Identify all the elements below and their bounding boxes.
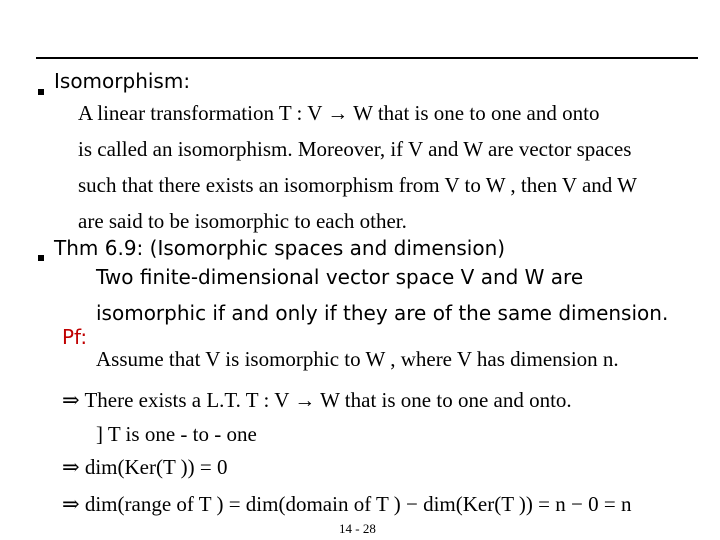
proof-line-1: Assume that V is isomorphic to W , where V has dimension n.: [96, 347, 619, 371]
theorem-statement-line-2: isomorphic if and only if they are of the same dimension.: [96, 301, 669, 325]
title-rule: [36, 57, 698, 59]
proof-line-3: ] T is one - to - one: [96, 422, 257, 446]
theorem-statement-line-1: Two finite-dimensional vector space V and W are: [96, 265, 584, 289]
definition-line-2: is called an isomorphism. Moreover, if V and W are vector spaces: [78, 137, 632, 161]
proof-line-2: ⇒ There exists a L.T. T : V → W that is one to one and onto.: [62, 388, 572, 412]
definition-line-3: such that there exists an isomorphism from V to W , then V and W: [78, 173, 637, 197]
proof-line-4: ⇒ dim(Ker(T )) = 0: [62, 455, 228, 479]
bullet-isomorphism-title: Isomorphism:: [54, 69, 191, 93]
bullet-marker: [38, 255, 44, 261]
proof-label: Pf:: [62, 325, 88, 349]
proof-line-5: ⇒ dim(range of T ) = dim(domain of T ) − dim(Ker(T )) = n − 0 = n: [62, 492, 632, 516]
definition-line-4: are said to be isomorphic to each other.: [78, 209, 407, 233]
definition-line-1: A linear transformation T : V → W that is one to one and onto: [78, 101, 600, 125]
page-number: 14 - 28: [339, 521, 376, 536]
bullet-marker: [38, 89, 44, 95]
theorem-title: Thm 6.9: (Isomorphic spaces and dimension): [54, 236, 506, 260]
